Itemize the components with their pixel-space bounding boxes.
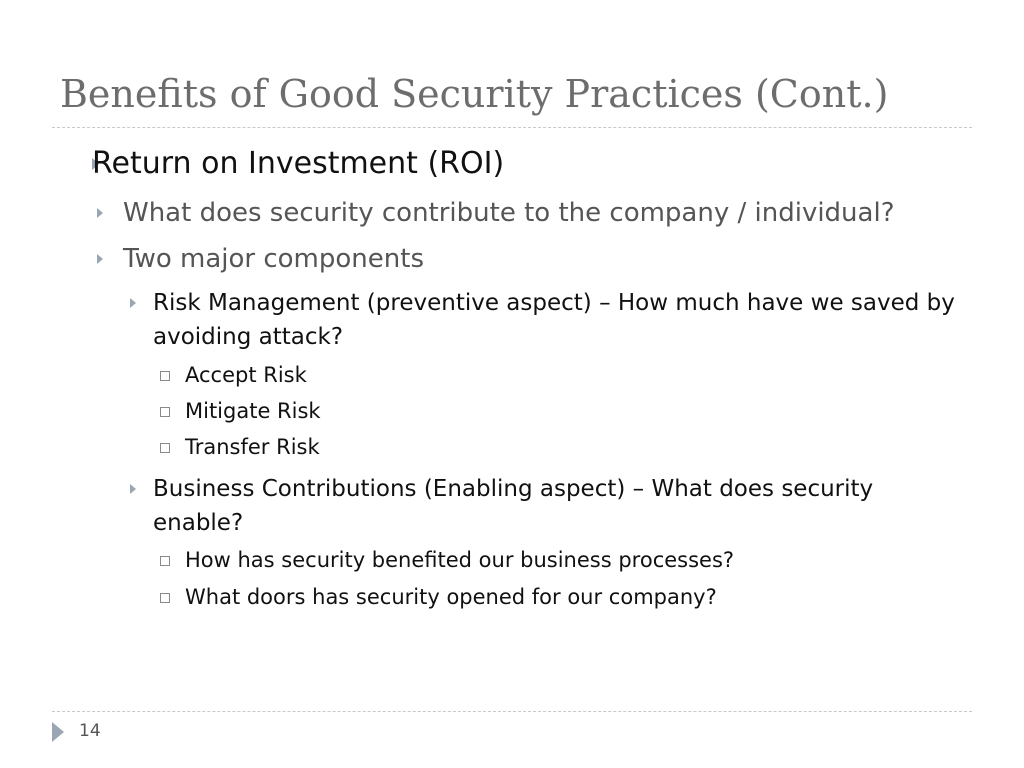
bullet-roi: Return on Investment (ROI) — [92, 146, 505, 181]
page-number: 14 — [79, 721, 101, 741]
bullet-business-contributions: Business Contributions (Enabling aspect) – What does security — [153, 476, 874, 502]
footer-divider — [52, 711, 972, 712]
bullet-transfer-risk: Transfer Risk — [185, 435, 320, 459]
bullet-risk-management-cont: avoiding attack? — [153, 324, 344, 350]
bullet-accept-risk: Accept Risk — [185, 363, 307, 387]
square-bullet-icon — [160, 371, 170, 381]
bullet-doors-opened: What doors has security opened for our company? — [185, 585, 717, 609]
square-bullet-icon — [160, 407, 170, 417]
bullet-contribute: What does security contribute to the company / individual? — [123, 198, 895, 228]
title-divider — [52, 127, 972, 128]
slide-title: Benefits of Good Security Practices (Cont.) — [60, 72, 889, 116]
footer-triangle-icon — [52, 722, 64, 742]
bullet-business-processes: How has security benefited our business processes? — [185, 548, 735, 572]
bullet-mitigate-risk: Mitigate Risk — [185, 399, 321, 423]
bullet-triangle-icon — [130, 484, 136, 494]
square-bullet-icon — [160, 443, 170, 453]
bullet-triangle-icon — [97, 254, 103, 264]
bullet-business-contributions-cont: enable? — [153, 510, 244, 536]
square-bullet-icon — [160, 593, 170, 603]
bullet-triangle-icon — [97, 208, 103, 218]
bullet-risk-management: Risk Management (preventive aspect) – How much have we saved by — [153, 290, 955, 316]
bullet-components: Two major components — [123, 244, 424, 274]
bullet-triangle-icon — [130, 298, 136, 308]
square-bullet-icon — [160, 556, 170, 566]
